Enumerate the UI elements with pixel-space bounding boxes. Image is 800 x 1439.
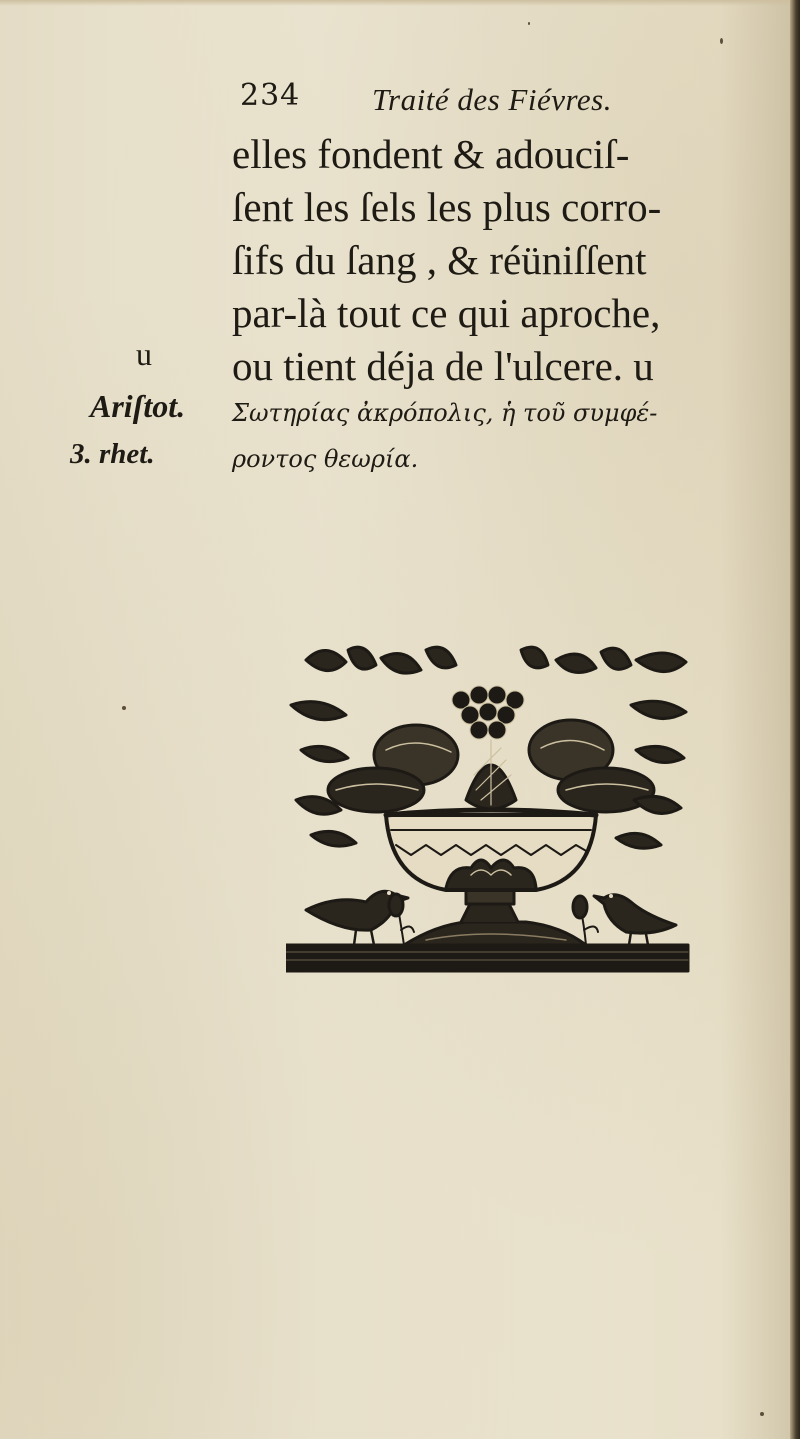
text-line: ſifs du ſang , & réüniſſent	[232, 237, 647, 283]
page-binding-edge	[790, 0, 800, 1439]
page-number: 234	[240, 78, 301, 113]
text-line: elles fondent & adouciſ-	[232, 131, 630, 177]
marginal-note-reference: Ariſtot.	[90, 388, 186, 424]
text-line: par-là tout ce qui aproche,	[232, 290, 661, 336]
greek-line: ροντος θεωρία.	[232, 445, 419, 473]
text-line: ou tient déja de l'ulcere. u	[232, 343, 654, 389]
text-line: ſent les ſels les plus corro-	[232, 184, 662, 230]
page-top-edge	[0, 0, 800, 6]
greek-line: Σωτηρίας ἀκρόπολις, ἡ τοῦ συμφέ-	[232, 399, 658, 427]
greek-footnote	[232, 390, 772, 482]
fruit-basket-woodcut-icon	[286, 640, 696, 980]
marginal-note-work: 3. rhet.	[70, 438, 155, 470]
page-header	[240, 78, 760, 118]
running-title: Traité des Fiévres.	[372, 82, 612, 117]
main-text-block	[232, 128, 772, 393]
marginal-note-letter: u	[136, 336, 152, 372]
